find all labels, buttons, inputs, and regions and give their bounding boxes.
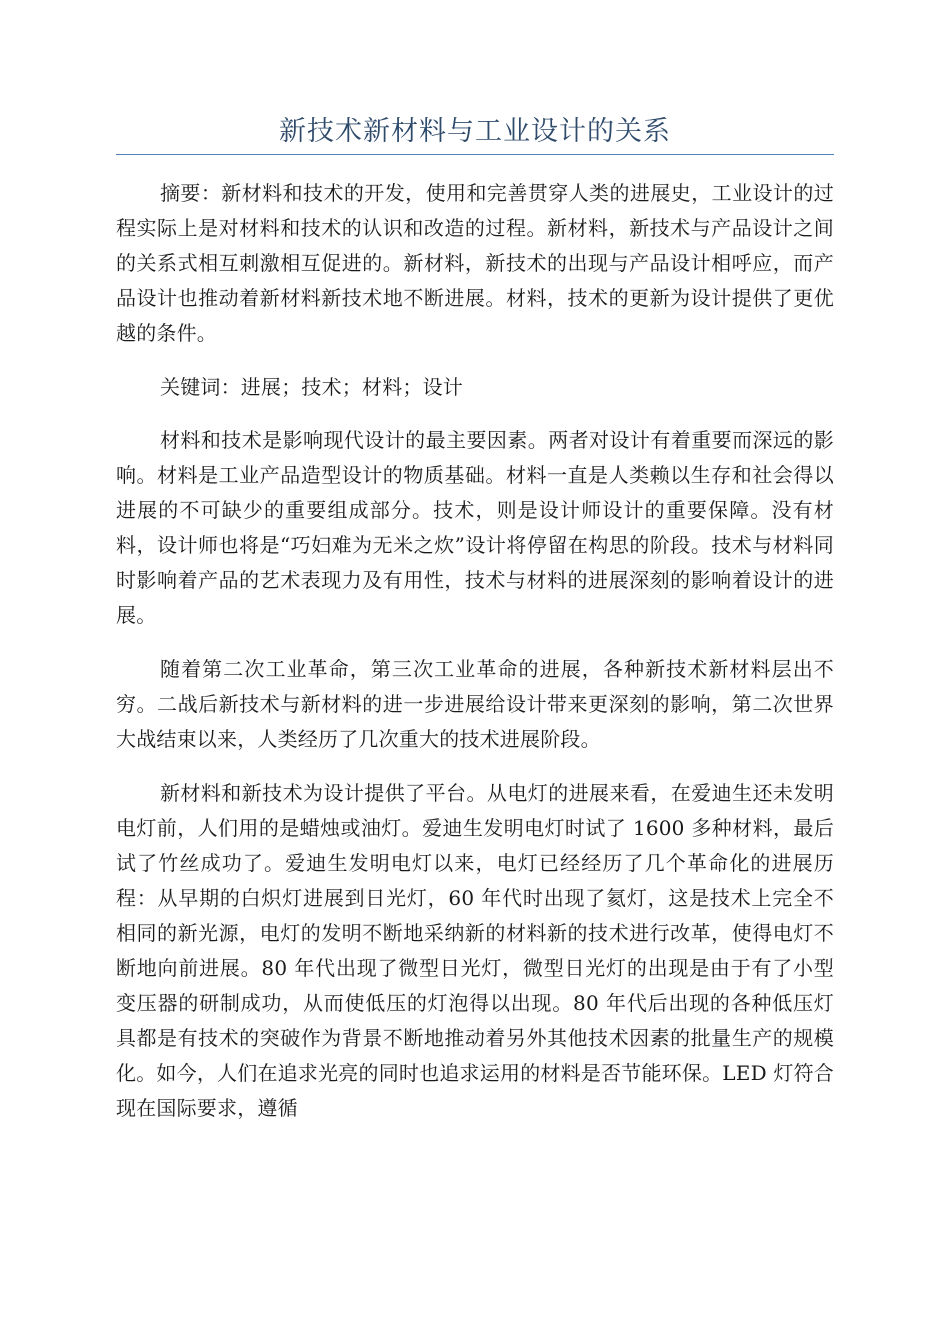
body-paragraph: 材料和技术是影响现代设计的最主要因素。两者对设计有着重要而深远的影响。材料是工业产品造型设计的物质基础。材料一直是人类赖以生存和社会得以进展的不可缺少的重要组成部分。技术，则是设计师设计的重要保障。没有材料，设计师也将是“巧妇难为无米之炊”设计将停留在构思的阶段。技术与材料同时影响着产品的艺术表现力及有用性，技术与材料的进展深刻的影响着设计的进展。 (116, 428, 834, 627)
body-paragraph: 随着第二次工业革命，第三次工业革命的进展，各种新技术新材料层出不穷。二战后新技术与新材料的进一步进展给设计带来更深刻的影响，第二次世界大战结束以来，人类经历了几次重大的技术进展阶段。 (116, 657, 834, 751)
abstract-paragraph: 摘要：新材料和技术的开发，使用和完善贯穿人类的进展史，工业设计的过程实际上是对材料和技术的认识和改造的过程。新材料，新技术与产品设计之间的关系式相互刺激相互促进的。新材料，新技术的出现与产品设计相呼应，而产品设计也推动着新材料新技术地不断进展。材料，技术的更新为设计提供了更优越的条件。 (116, 181, 834, 345)
document-body (116, 176, 834, 1145)
body-paragraph: 新材料和新技术为设计提供了平台。从电灯的进展来看，在爱迪生还未发明电灯前，人们用的是蜡烛或油灯。爱迪生发明电灯时试了 1600 多种材料，最后试了竹丝成功了。爱迪生发明电灯以来，电灯已经经历了几个革命化的进展历程：从早期的白炽灯进展到日光灯，60 年代时出现了氦灯，这是技术上完全不相同的新光源，电灯的发明不断地采纳新的材料新的技术进行改革，使得电灯不断地向前进展。80 年代出现了微型日光灯，微型日光灯的出现是由于有了小型变压器的研制成功，从而使低压的灯泡得以出现。80 年代后出现的各种低压灯具都是有技术的突破作为背景不断地推动着另外其他技术因素的批量生产的规模化。如今，人们在追求光亮的同时也追求运用的材料是否节能环保。LED 灯符合现在国际要求，遵循 (116, 781, 834, 1120)
keywords-paragraph: 关键词：进展；技术；材料；设计 (160, 375, 463, 399)
document-title: 新技术新材料与工业设计的关系 (279, 116, 671, 147)
title-underline (116, 154, 834, 155)
